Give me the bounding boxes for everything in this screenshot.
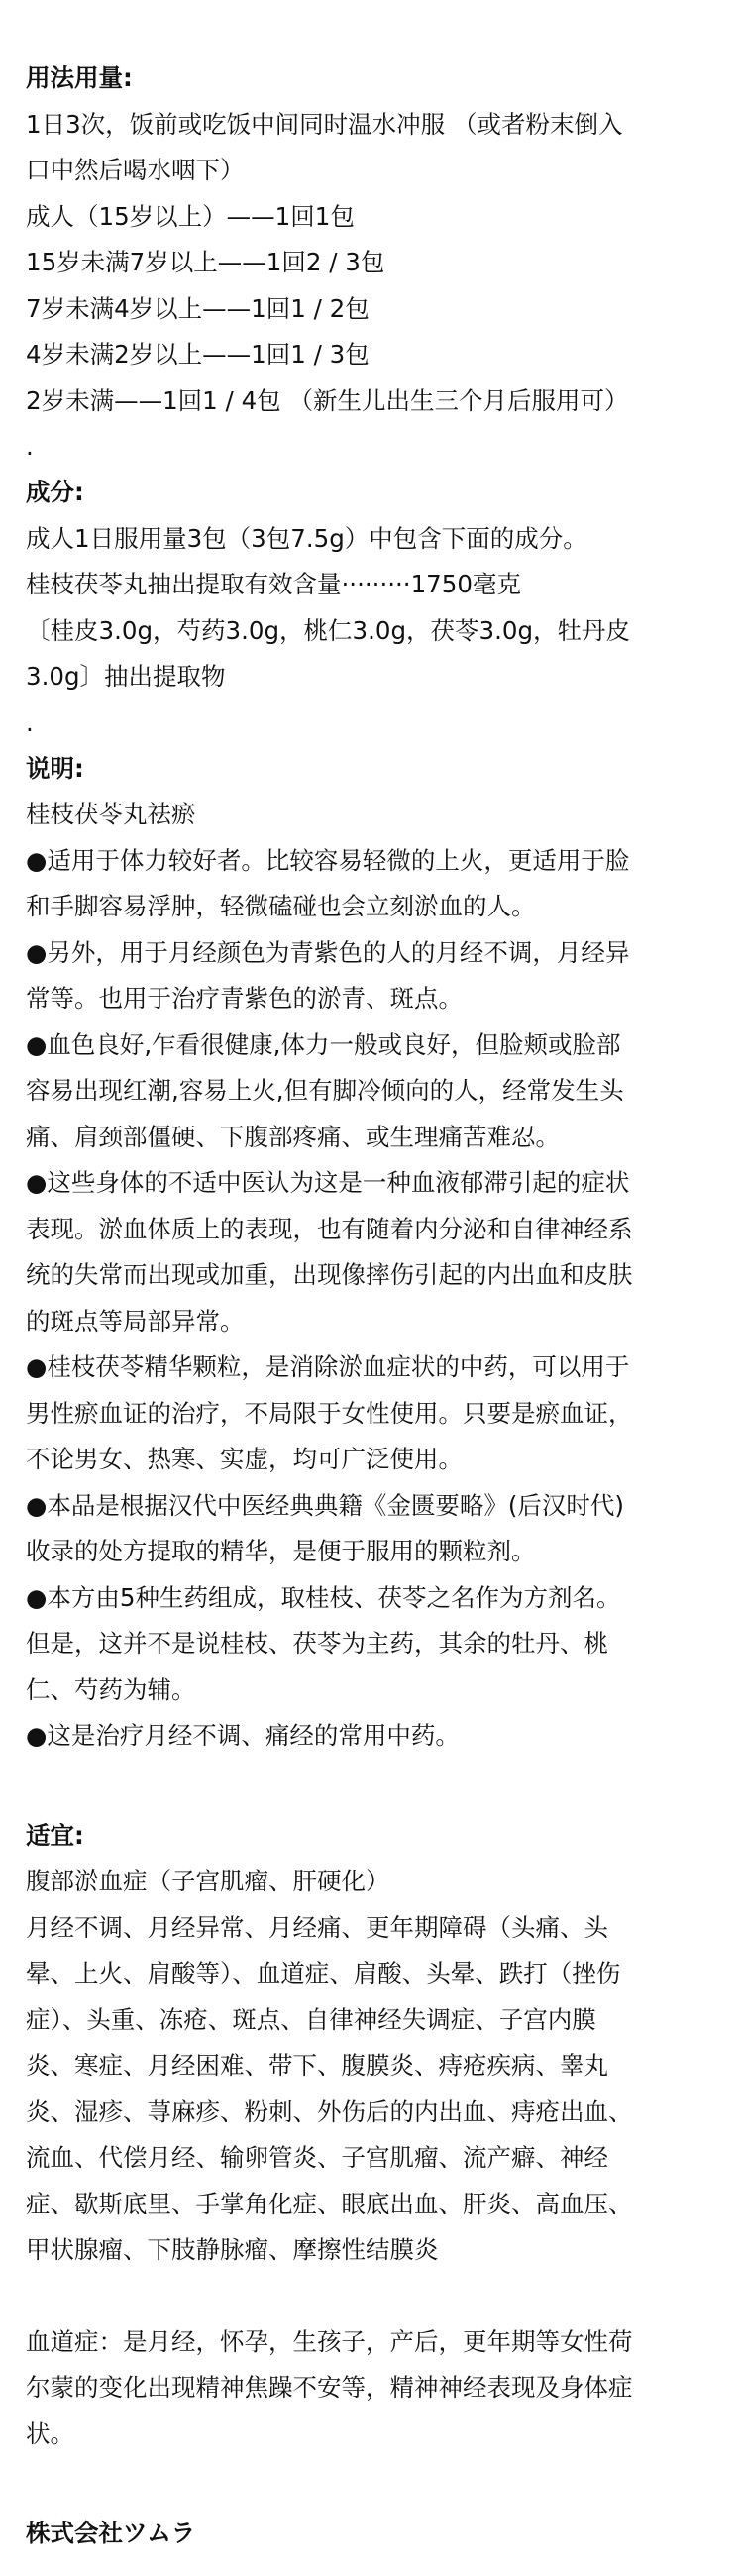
description-line: 和手脚容易浮肿，轻微磕碰也会立刻淤血的人。 bbox=[26, 892, 536, 920]
usage-line: 15岁未满7岁以上——1回2 / 3包 bbox=[26, 248, 385, 276]
section-spacer bbox=[26, 1760, 717, 1813]
indications-line: 甲状腺瘤、下肢静脉瘤、摩擦性结膜炎 bbox=[26, 2235, 439, 2264]
indications-line: 腹部淤血症（子宫肌瘤、肝硬化） bbox=[26, 1867, 390, 1895]
indications-line: 症、歇斯底里、手掌角化症、眼底出血、肝炎、高血压、 bbox=[26, 2189, 633, 2218]
description-line: 统的失常而出现或加重，出现像摔伤引起的内出血和皮肤 bbox=[26, 1260, 633, 1289]
ingredients-section bbox=[26, 470, 717, 746]
ingredients-line: 桂枝茯苓丸抽出提取有效含量·········1750毫克 bbox=[26, 570, 521, 598]
usage-line: 成人（15岁以上）——1回1包 bbox=[26, 201, 355, 231]
description-line: ●另外，用于月经颜色为青紫色的人的月经不调，月经异 bbox=[26, 937, 630, 967]
note-line: 尔蒙的变化出现精神焦躁不安等，精神神经表现及身体症 bbox=[26, 2373, 633, 2402]
description-line: ●桂枝茯苓精华颗粒，是消除淤血症状的中药，可以用于 bbox=[26, 1352, 630, 1381]
section-spacer bbox=[26, 2457, 717, 2511]
indications-line: 晕、上火、肩酸等）、血道症、肩酸、头晕、跌打（挫伤 bbox=[26, 1959, 621, 1987]
description-section bbox=[26, 746, 717, 1760]
description-line: ●这些身体的不适中医认为这是一种血液郁滞引起的症状 bbox=[26, 1168, 630, 1197]
description-line: ●适用于体力较好者。比较容易轻微的上火，更适用于脸 bbox=[26, 845, 630, 875]
description-line: 不论男女、热寒、实虚，均可广泛使用。 bbox=[26, 1445, 463, 1473]
description-line: 痛、肩颈部僵硬、下腹部疼痛、或生理痛苦难忍。 bbox=[26, 1122, 560, 1151]
usage-line: 口中然后喝水咽下） bbox=[26, 156, 245, 184]
section-spacer bbox=[26, 2274, 717, 2319]
description-heading: 说明: bbox=[26, 753, 84, 783]
description-line: 的斑点等局部异常。 bbox=[26, 1306, 245, 1336]
description-line: ●本品是根据汉代中医经典典籍《金匮要略》(后汉时代) bbox=[26, 1490, 624, 1520]
indications-line: 症）、头重、冻疮、斑点、自律神经失调症、子宫内膜 bbox=[26, 2004, 596, 2034]
indications-line: 流血、代偿月经、输卵管炎、子宫肌瘤、流产癖、神经 bbox=[26, 2143, 608, 2172]
usage-line: 4岁未满2岁以上——1回1 / 3包 bbox=[26, 340, 370, 369]
ingredients-line: 3.0g〕抽出提取物 bbox=[26, 662, 226, 691]
usage-heading: 用法用量: bbox=[26, 63, 133, 92]
separator-dot: . bbox=[26, 707, 34, 737]
ingredients-heading: 成分: bbox=[26, 478, 84, 506]
company-name: 株式会社ツムラ bbox=[26, 2519, 196, 2547]
description-line: 仁、芍药为辅。 bbox=[26, 1674, 196, 1704]
indications-line: 炎、湿疹、荨麻疹、粉刺、外伤后的内出血、痔疮出血、 bbox=[26, 2096, 633, 2126]
description-line: 桂枝茯苓丸祛瘀 bbox=[26, 800, 196, 828]
description-line: 常等。也用于治疗青紫色的淤青、斑点。 bbox=[26, 984, 463, 1013]
description-line: ●本方由5种生药组成，取桂枝、茯苓之名作为方剂名。 bbox=[26, 1582, 621, 1612]
description-line: 但是，这并不是说桂枝、茯苓为主药，其余的牡丹、桃 bbox=[26, 1629, 608, 1658]
description-line: 收录的处方提取的精华，是便于服用的颗粒剂。 bbox=[26, 1537, 536, 1565]
usage-line: 7岁未满4岁以上——1回1 / 2包 bbox=[26, 293, 370, 323]
description-line: 容易出现红潮,容易上火,但有脚冷倾向的人，经常发生头 bbox=[26, 1076, 624, 1105]
indications-section bbox=[26, 1813, 717, 2274]
indications-line: 炎、寒症、月经困难、带下、腹膜炎、痔疮疾病、睾丸 bbox=[26, 2051, 608, 2080]
description-line: 表现。淤血体质上的表现，也有随着内分泌和自律神经系 bbox=[26, 1214, 633, 1243]
note-line: 状。 bbox=[26, 2418, 74, 2448]
description-line: 男性瘀血证的治疗，不局限于女性使用。只要是瘀血证， bbox=[26, 1398, 633, 1428]
description-line: ●血色良好,乍看很健康,体力一般或良好，但脸颊或脸部 bbox=[26, 1029, 621, 1059]
ingredients-line: 成人1日服用量3包（3包7.5g）中包含下面的成分。 bbox=[26, 523, 587, 553]
indications-line: 月经不调、月经异常、月经痛、更年期障碍（头痛、头 bbox=[26, 1912, 608, 1942]
usage-section bbox=[26, 55, 717, 470]
usage-line: 2岁未满——1回1 / 4包 （新生儿出生三个月后服用可） bbox=[26, 385, 629, 415]
usage-line: 1日3次，饭前或吃饭中间同时温水冲服 （或者粉末倒入 bbox=[26, 109, 623, 139]
ingredients-line: 〔桂皮3.0g，芍药3.0g，桃仁3.0g，茯苓3.0g，牡丹皮 bbox=[26, 615, 631, 645]
note-line: 血道症：是月经，怀孕，生孩子，产后，更年期等女性荷 bbox=[26, 2326, 633, 2356]
description-line: ●这是治疗月经不调、痛经的常用中药。 bbox=[26, 1721, 460, 1750]
note-section bbox=[26, 2319, 717, 2458]
separator-dot: . bbox=[26, 432, 34, 461]
indications-heading: 适宜: bbox=[26, 1820, 84, 1850]
